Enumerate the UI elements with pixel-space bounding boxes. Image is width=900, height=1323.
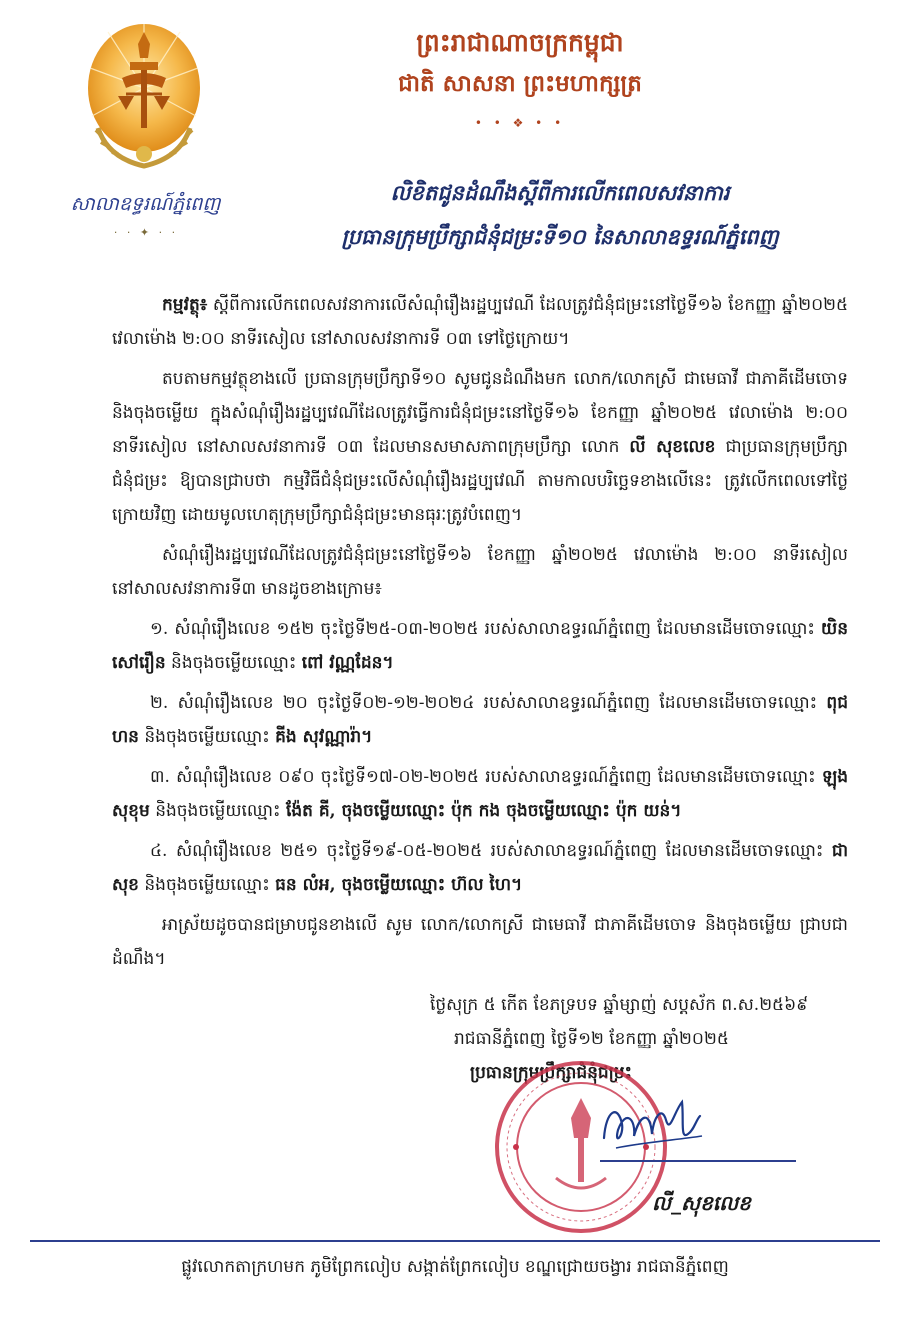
case-item — [112, 612, 848, 680]
notice-text-a: តបតាមកម្មវត្ថុខាងលើ ប្រធានក្រុមប្រឹក្សាទី១០ សូមជូនដំណឹងមក លោក/លោកស្រី ជាមេធាវី ជាភាគីដើមចោទ និងចុងចម្លើយ ក្នុងសំណុំរឿងរដ្ឋប្បវេណីដែលត្រូវធ្វើការជំនុំជម្រះនៅថ្ងៃទី១៦ ខែកញ្ញា ឆ្នាំ២០២៥ វេលាម៉ោង ២:០០ នាទីរសៀល នៅសាលសវនាការទី ០៣ ដែលមានសមាសភាពក្រុមប្រឹក្សា លោក — [112, 369, 848, 457]
case-item — [112, 686, 848, 754]
defendant-label: និងចុងចម្លើយឈ្មោះ — [171, 653, 297, 673]
defendant-label: និងចុងចម្លើយឈ្មោះ — [144, 875, 270, 895]
footer-divider — [30, 1240, 880, 1242]
subject-paragraph — [112, 288, 848, 356]
notice-text-b: ជាប្រធានក្រុមប្រឹក្សាជំនុំជម្រះ ឱ្យបានជ្រាបថា កម្មវិធីជំនុំជម្រះលើសំណុំរឿងរដ្ឋប្បវេណី តាមកាលបរិច្ឆេទខាងលើនេះ ត្រូវលើកពេលទៅថ្ងៃក្រោយវិញ ដោយមូលហេតុក្រុមប្រឹក្សាជំនុំជម្រះមានធុរៈត្រូវបំពេញ។ — [112, 437, 848, 525]
signer-name: លី_សុខលេខ — [652, 1191, 751, 1215]
footer-address: ផ្លូវលោកតាក្រហមក ភូមិព្រែកលៀប សង្កាត់ព្រែកលៀប ខណ្ឌជ្រោយចង្វារ រាជធានីភ្នំពេញ — [181, 1257, 729, 1277]
defendant-name: ធន លំអ, ចុងចម្លើយឈ្មោះ ហ៊ល ហៃ។ — [275, 875, 523, 895]
court-divider: · · ✦ · · — [113, 226, 179, 239]
signer-position: ប្រធានក្រុមប្រឹក្សាជំនុំជម្រះ — [470, 1063, 633, 1083]
plaintiff-name: យិន សៅរឿន — [112, 619, 848, 673]
signature-line — [600, 1160, 796, 1162]
kingdom-heading: ព្រះរាជាណាចក្រកម្ពុជា — [416, 28, 624, 57]
defendant-name: ពៅ វណ្ណដែន។ — [301, 653, 394, 673]
plaintiff-name: ពុជ ហន — [112, 693, 848, 747]
judge-name: លី សុខលេខ — [629, 437, 716, 457]
closing-paragraph: អាស្រ័យដូចបានជម្រាបជូនខាងលើ សូម លោក/លោកស្រី ជាមេធាវី ជាភាគីដើមចោទ និងចុងចម្លើយ ជ្រាបជាដំណឹង។ — [112, 915, 848, 969]
defendant-label: និងចុងចម្លើយឈ្មោះ — [144, 727, 270, 747]
subject-text: ស្ដីពីការលើកពេលសវនាការលើសំណុំរឿងរដ្ឋប្បវេណី ដែលត្រូវជំនុំជម្រះនៅថ្ងៃទី១៦ ខែកញ្ញា ឆ្នាំ២០២៥ វេលាម៉ោង ២:០០ នាទីរសៀល នៅសាលសវនាការទី ០៣ ទៅថ្ងៃក្រោយ។ — [112, 295, 849, 349]
case-description: ៤. សំណុំរឿងលេខ ២៥១ ចុះថ្ងៃទី១៩-០៥-២០២៥ របស់សាលាឧទ្ធរណ៍ភ្នំពេញ ដែលមានដើមចោទឈ្មោះ — [150, 841, 824, 861]
case-item — [112, 760, 848, 828]
case-description: ១. សំណុំរឿងលេខ ១៥២ ចុះថ្ងៃទី២៥-០៣-២០២៥ របស់សាលាឧទ្ធរណ៍ភ្នំពេញ ដែលមានដើមចោទឈ្មោះ — [150, 619, 815, 639]
subject-label: កម្មវត្ថុ៖ — [162, 295, 208, 315]
lunar-date: ថ្ងៃសុក្រ ៥ កើត ខែភទ្របទ ឆ្នាំម្សាញ់ សប្តស័ក ព.ស.២៥៦៩ — [430, 995, 809, 1015]
court-emblem — [78, 18, 210, 178]
document-subtitle: ប្រធានក្រុមប្រឹក្សាជំនុំជម្រះទី១០ នៃសាលាឧទ្ធរណ៍ភ្នំពេញ — [341, 224, 779, 249]
notice-paragraph — [112, 362, 848, 532]
defendant-label: និងចុងចម្លើយឈ្មោះ — [155, 801, 281, 821]
document-title: លិខិតជូនដំណឹងស្ដីពីការលើកពេលសវនាការ — [390, 180, 730, 205]
case-description: ៣. សំណុំរឿងលេខ ០៩០ ចុះថ្ងៃទី១៧-០២-២០២៥ របស់សាលាឧទ្ធរណ៍ភ្នំពេញ ដែលមានដើមចោទឈ្មោះ — [150, 767, 816, 787]
case-description: ២. សំណុំរឿងលេខ ២០ ចុះថ្ងៃទី០២-១២-២០២៤ របស់សាលាឧទ្ធរណ៍ភ្នំពេញ ដែលមានដើមចោទឈ្មោះ — [150, 693, 818, 713]
national-motto: ជាតិ សាសនា ព្រះមហាក្សត្រ — [398, 70, 642, 97]
defendant-name: ង៉ែត គី, ចុងចម្លើយឈ្មោះ ប៉ុក កង ចុងចម្លើយឈ្មោះ ប៉ុក យន់។ — [285, 801, 682, 821]
plaintiff-name: ឡុង សុខុម — [112, 767, 849, 821]
court-name: សាលាឧទ្ធរណ៍ភ្នំពេញ — [70, 193, 221, 215]
handwritten-signature — [596, 1090, 706, 1160]
cases-intro: សំណុំរឿងរដ្ឋប្បវេណីដែលត្រូវជំនុំជម្រះនៅថ្ងៃទី១៦ ខែកញ្ញា ឆ្នាំ២០២៥ វេលាម៉ោង ២:០០ នាទីរសៀល នៅសាលសវនាការទី៣ មានដូចខាងក្រោម៖ — [112, 545, 848, 599]
case-item — [112, 834, 848, 902]
defendant-name: គីង សុវណ្ណារ៉ា។ — [275, 727, 373, 747]
document-body — [112, 288, 848, 982]
place-date: រាជធានីភ្នំពេញ ថ្ងៃទី១២ ខែកញ្ញា ឆ្នាំ២០២៥ — [454, 1029, 729, 1049]
plaintiff-name: ជា សុខ — [112, 841, 848, 895]
ornament-divider: • • ❖ • • — [474, 116, 566, 130]
